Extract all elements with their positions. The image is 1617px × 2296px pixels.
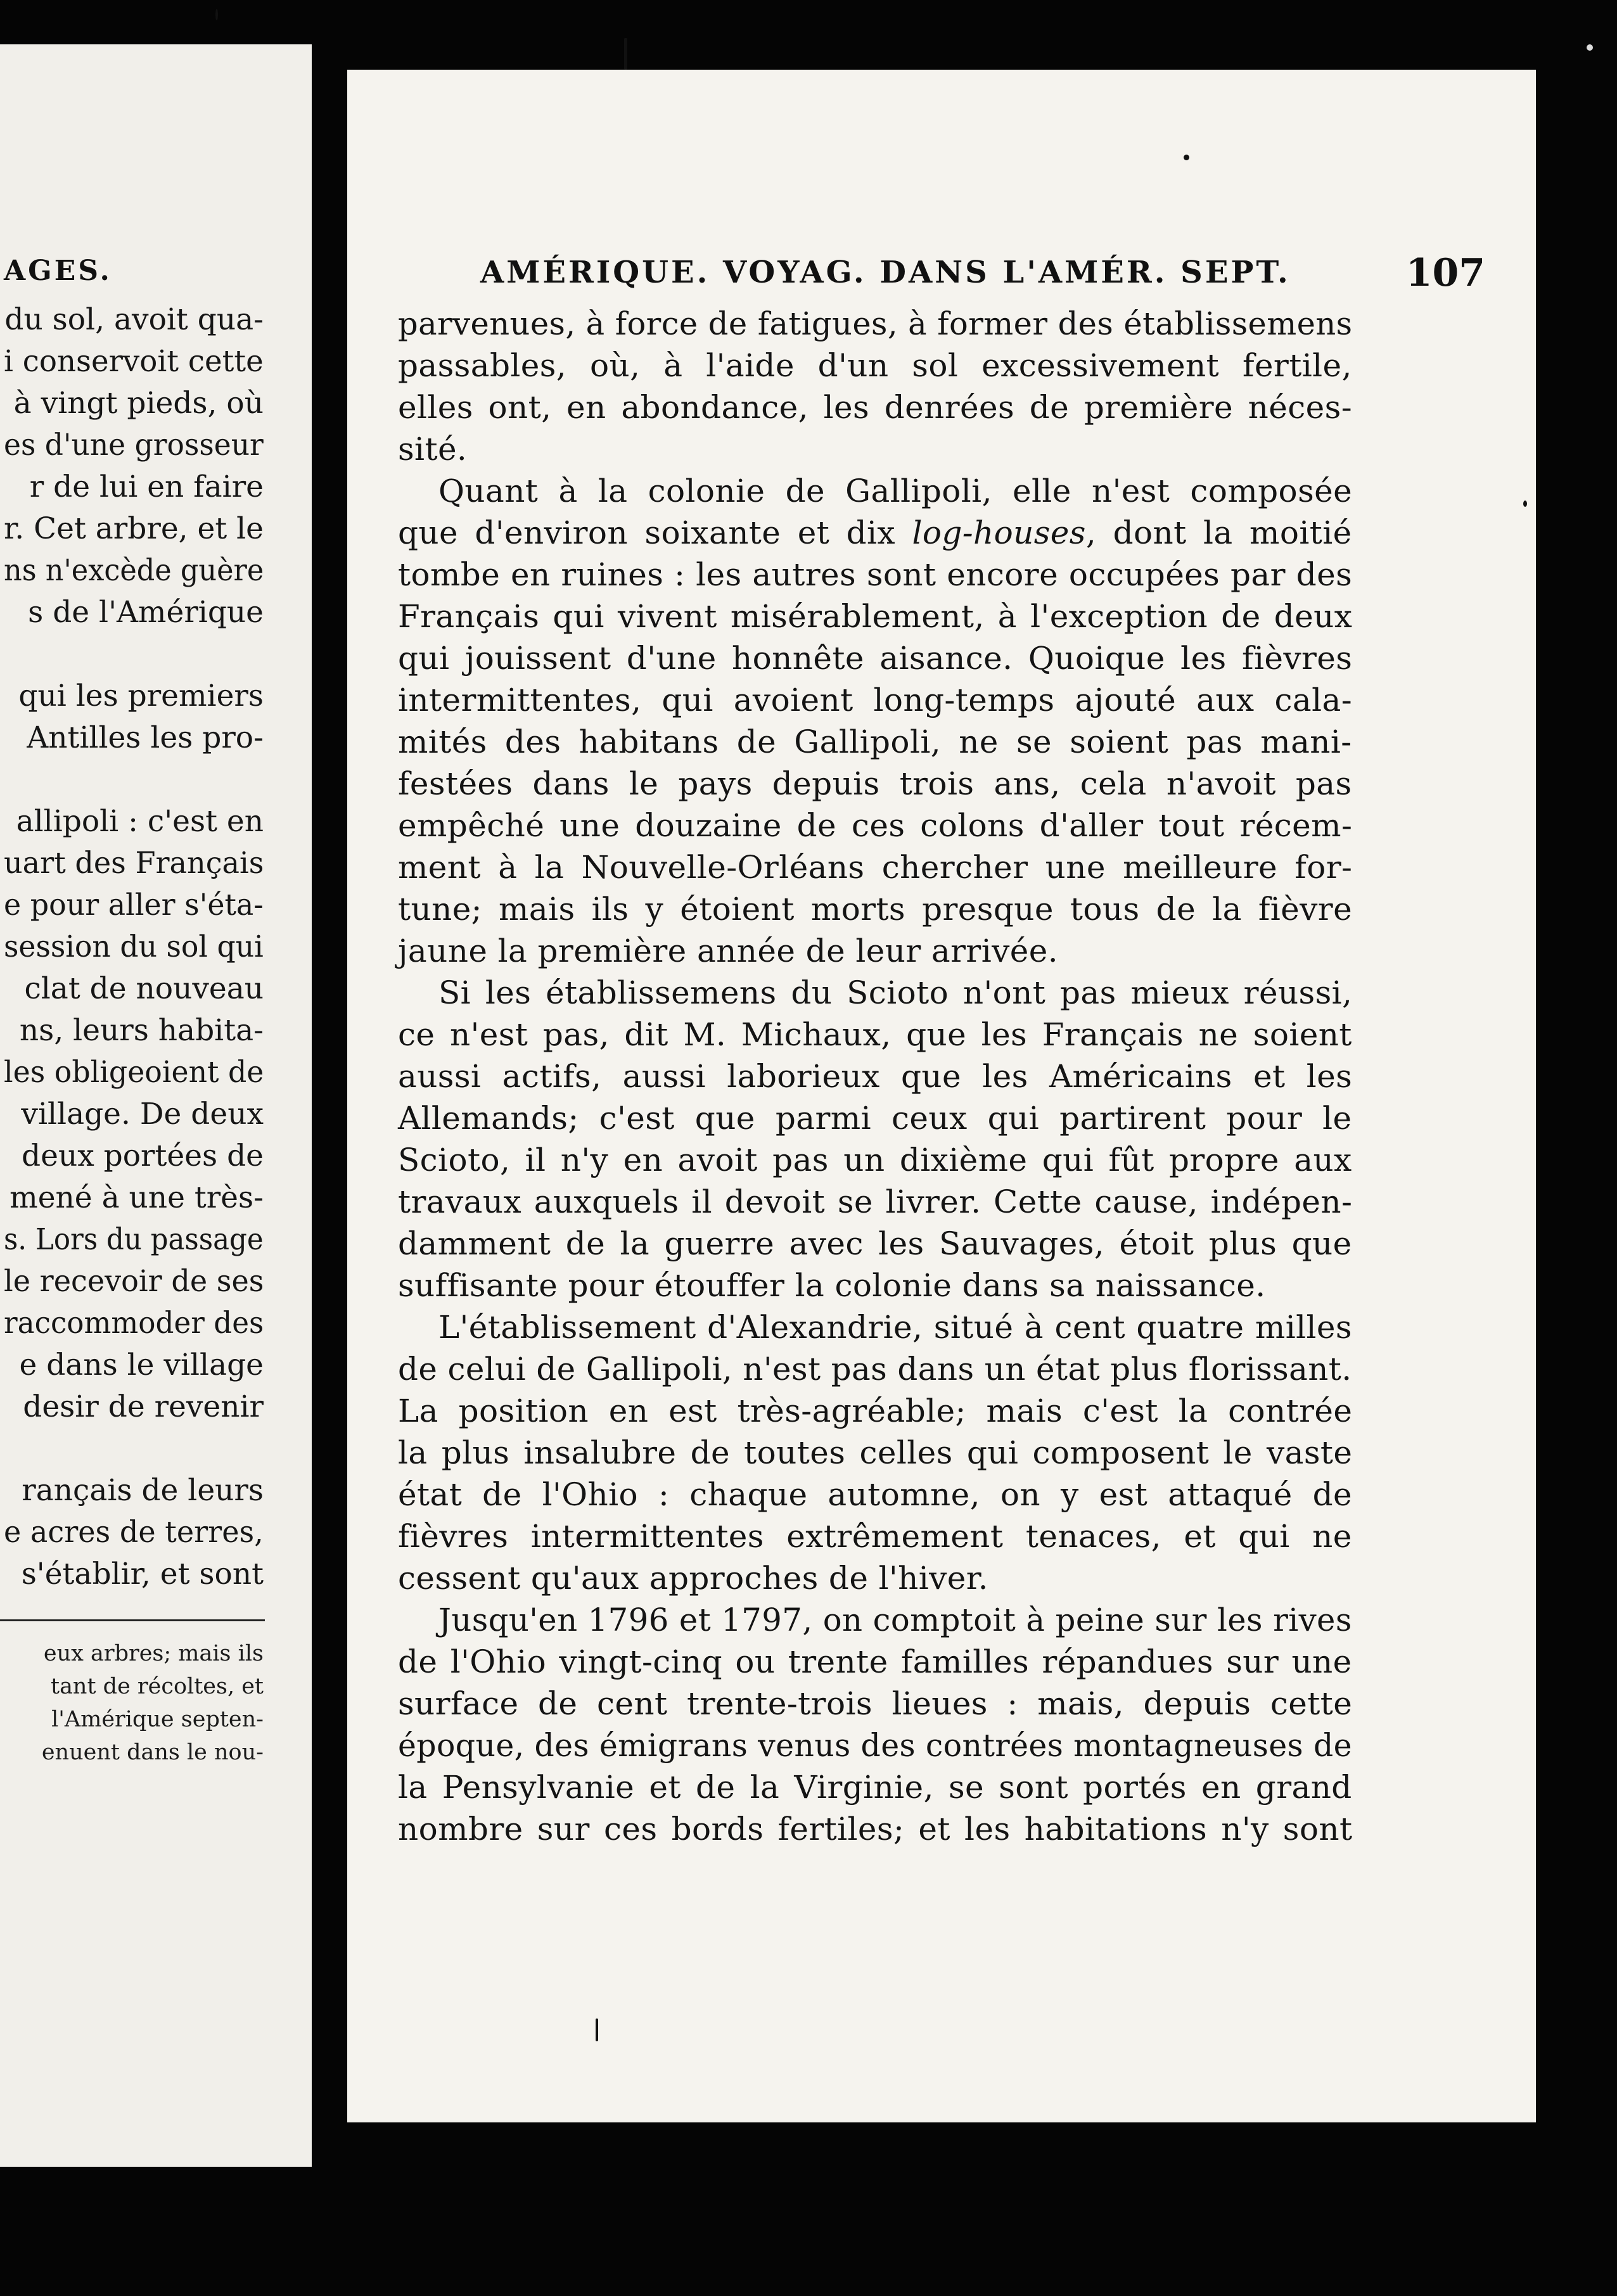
left-text-line: Antilles les pro-: [27, 720, 264, 755]
line-segment: que d'environ soixante et dix: [398, 514, 912, 551]
text-line: Quant à la colonie de Gallipoli, elle n'est composée: [438, 473, 1353, 509]
left-text-line: raccommoder des: [3, 1306, 264, 1341]
left-text-line: desir de revenir: [23, 1389, 264, 1424]
left-text-line: r de lui en faire: [29, 469, 264, 504]
left-text-line: ns, leurs habita-: [19, 1013, 264, 1048]
left-footnote-line: eux arbres; mais ils: [43, 1641, 264, 1666]
text-line: festées dans le pays depuis trois ans, cela n'avoit pas: [398, 765, 1352, 802]
left-footnote-line: enuent dans le nou-: [41, 1740, 264, 1765]
text-line: Français qui vivent misérablement, à l'exception de deux: [398, 598, 1353, 635]
left-page-fragment: [0, 44, 312, 2167]
text-line: parvenues, à force de fatigues, à former des établissemens: [398, 305, 1353, 342]
left-text-line: allipoli : c'est en: [16, 804, 264, 839]
text-line: de celui de Gallipoli, n'est pas dans un état plus florissant.: [398, 1351, 1352, 1387]
left-text-line: qui les premiers: [18, 679, 264, 713]
text-line: la Pensylvanie et de la Virginie, se sont portés en grand: [398, 1769, 1352, 1806]
left-text-line: e acres de terres,: [4, 1515, 264, 1550]
left-text-line: village. De deux: [21, 1097, 264, 1132]
text-line: sité.: [398, 431, 468, 468]
left-text-line: es d'une grosseur: [4, 428, 264, 462]
text-line: fièvres intermittentes extrêmement tenaces, et qui ne: [398, 1518, 1352, 1555]
text-line: suffisante pour étouffer la colonie dans sa naissance.: [398, 1267, 1266, 1304]
italic-term: log-houses: [912, 514, 1086, 551]
text-line: damment de la guerre avec les Sauvages, étoit plus que: [398, 1225, 1352, 1262]
text-line: aussi actifs, aussi laborieux que les Américains et les: [398, 1058, 1353, 1095]
left-text-line: uart des Français: [3, 846, 264, 881]
text-line: époque, des émigrans venus des contrées montagneuses de: [398, 1727, 1352, 1764]
left-text-line: les obligeoient de: [3, 1055, 264, 1090]
text-line: la plus insalubre de toutes celles qui composent le vaste: [398, 1434, 1353, 1471]
text-line: Scioto, il n'y en avoit pas un dixième qui fût propre aux: [398, 1142, 1352, 1178]
left-text-line: e pour aller s'éta-: [4, 888, 264, 922]
text-line: ce n'est pas, dit M. Michaux, que les Français ne soient: [398, 1016, 1352, 1053]
page-header: [480, 251, 1485, 295]
left-footnote-line: l'Amérique septen-: [51, 1707, 264, 1732]
text-line: Allemands; c'est que parmi ceux qui partirent pour le: [398, 1100, 1352, 1137]
text-line: jaune la première année de leur arrivée.: [398, 933, 1059, 969]
text-line: mités des habitans de Gallipoli, ne se soient pas mani-: [398, 724, 1352, 760]
left-text-line: s. Lors du passage: [4, 1222, 264, 1257]
left-text-line: du sol, avoit qua-: [4, 302, 264, 337]
line-segment: , dont la moitié: [1085, 514, 1352, 551]
left-text-line: deux portées de: [22, 1138, 264, 1173]
footnote-rule: [0, 1619, 265, 1621]
text-line: tombe en ruines : les autres sont encore occupées par des: [398, 556, 1353, 593]
left-footnote-line: tant de récoltes, et: [51, 1674, 264, 1699]
left-text-line: e dans le village: [19, 1348, 264, 1382]
left-running-head: AGES.: [4, 255, 112, 287]
text-line: Si les établissemens du Scioto n'ont pas mieux réussi,: [438, 974, 1353, 1011]
text-line: de l'Ohio vingt-cinq ou trente familles répandues sur une: [398, 1643, 1352, 1680]
main-page: [347, 70, 1536, 2122]
text-line: tune; mais ils y étoient morts presque tous de la fièvre: [398, 891, 1353, 928]
text-line: L'établissement d'Alexandrie, situé à cent quatre milles: [438, 1309, 1352, 1346]
text-line: elles ont, en abondance, les denrées de première néces-: [398, 389, 1353, 426]
text-line: Jusqu'en 1796 et 1797, on comptoit à peine sur les rives: [438, 1602, 1352, 1638]
text-line: La position en est très-agréable; mais c'est la contrée: [398, 1393, 1353, 1429]
left-text-line: ns n'excède guère: [3, 553, 264, 588]
left-text-line: le recevoir de ses: [3, 1264, 264, 1299]
text-line: ment à la Nouvelle-Orléans chercher une meilleure for-: [398, 849, 1353, 886]
left-text-line: rançais de leurs: [22, 1473, 264, 1508]
text-line: surface de cent trente-trois lieues : mais, depuis cette: [398, 1685, 1353, 1722]
text-line: qui jouissent d'une honnête aisance. Quoique les fièvres: [398, 640, 1353, 677]
left-text-line: clat de nouveau: [24, 971, 264, 1006]
left-text-line: mené à une très-: [10, 1180, 264, 1215]
page-number: 107: [1405, 251, 1485, 295]
text-line: intermittentes, qui avoient long-temps ajouté aux cala-: [398, 682, 1352, 718]
text-line: passables, où, à l'aide d'un sol excessivement fertile,: [398, 347, 1352, 384]
left-text-line: i conservoit cette: [4, 344, 264, 379]
text-line: état de l'Ohio : chaque automne, on y est attaqué de: [398, 1476, 1352, 1513]
left-text-line: s'établir, et sont: [21, 1557, 264, 1591]
text-line: nombre sur ces bords fertiles; et les habitations n'y sont: [398, 1811, 1353, 1847]
text-line: empêché une douzaine de ces colons d'aller tout récem-: [398, 807, 1353, 844]
left-text-line: r. Cet arbre, et le: [3, 511, 264, 546]
text-line: [398, 512, 1352, 554]
left-text-line: s de l'Amérique: [28, 595, 264, 630]
text-line: travaux auxquels il devoit se livrer. Cette cause, indépen-: [398, 1183, 1353, 1220]
running-head: AMÉRIQUE. VOYAG. DANS L'AMÉR. SEPT.: [480, 255, 1291, 290]
left-text-line: à vingt pieds, où: [13, 386, 264, 421]
left-text-line: session du sol qui: [4, 929, 264, 964]
text-line: cessent qu'aux approches de l'hiver.: [398, 1560, 988, 1597]
